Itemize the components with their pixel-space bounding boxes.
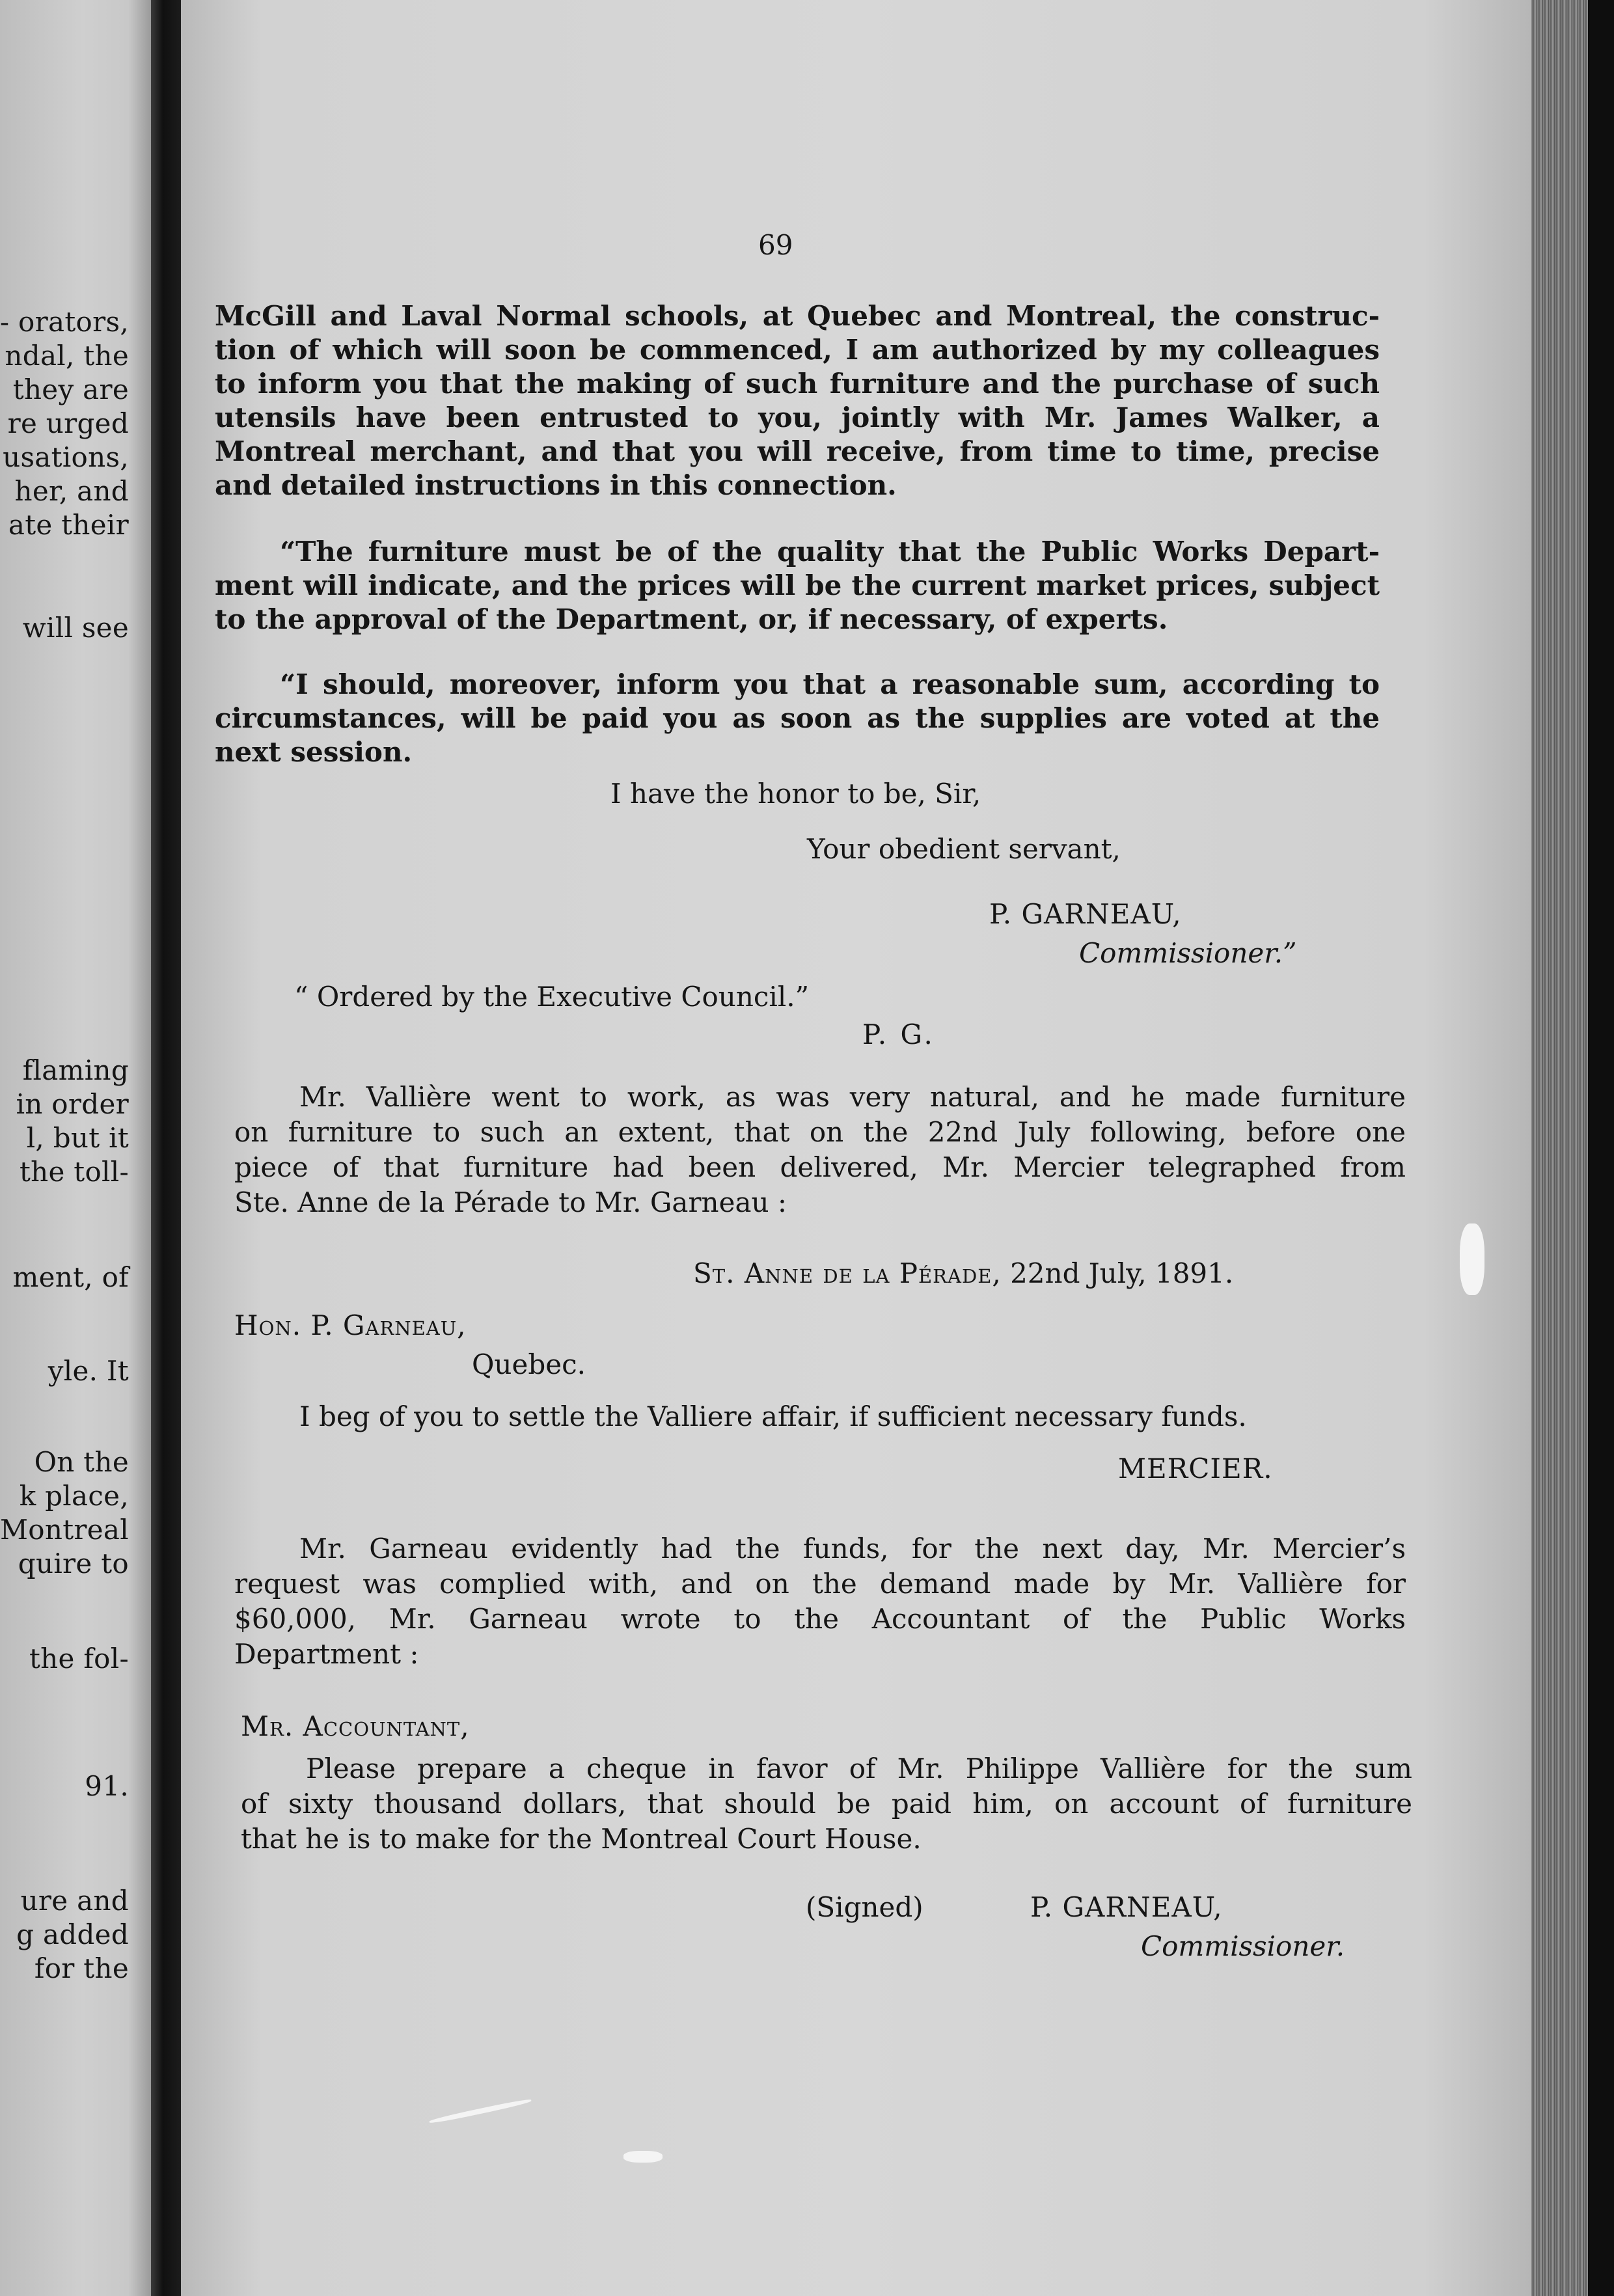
left-page-line: 91. (85, 1770, 129, 1802)
paragraph-line: McGill and Laval Normal schools, at Quebec and Montreal, the construc- (215, 300, 1380, 332)
telegram-dateline (693, 1257, 1233, 1289)
paragraph-line: piece of that furniture had been delivered, Mr. Mercier telegraphed from (234, 1151, 1406, 1183)
signature-name: P. GARNEAU, (1030, 1891, 1223, 1923)
telegram-signer: MERCIER. (1118, 1453, 1273, 1484)
paragraph-line: circumstances, will be paid you as soon as the supplies are voted at the (215, 702, 1380, 734)
left-page-line: k place, (19, 1480, 129, 1512)
left-page-line: the toll- (19, 1156, 129, 1188)
paragraph-line: Department : (234, 1638, 419, 1670)
paragraph-line: Montreal merchant, and that you will receive, from time to time, precise (215, 435, 1380, 467)
paragraph-line: to inform you that the making of such furniture and the purchase of such (215, 368, 1380, 400)
paragraph-line: Mr. Garneau evidently had the funds, for the next day, Mr. Mercier’s (299, 1533, 1406, 1565)
paragraph-line: “I should, moreover, inform you that a reasonable sum, according to (280, 668, 1380, 700)
paragraph-line: Please prepare a cheque in favor of Mr. Philippe Vallière for the sum (306, 1753, 1412, 1784)
scan-mark (429, 2098, 532, 2124)
left-page-line: ate their (8, 509, 129, 541)
book-gutter (151, 0, 181, 2296)
left-page-line: will see (22, 612, 129, 644)
left-page-line: g added (16, 1919, 129, 1950)
left-page-line: flaming (22, 1054, 129, 1086)
closing-line: Your obedient servant, (807, 833, 1121, 865)
left-page-line: yle. It (48, 1355, 129, 1387)
telegram-date: 22nd July, 1891. (1010, 1257, 1234, 1289)
paragraph-line: on furniture to such an extent, that on the 22nd July following, before one (234, 1116, 1406, 1148)
left-page-line: ndal, the (5, 340, 129, 372)
paragraph-line: that he is to make for the Montreal Court House. (241, 1823, 922, 1855)
left-page-line: ment, of (12, 1261, 129, 1293)
signature-name: P. GARNEAU, (989, 898, 1182, 930)
page-number: 69 (758, 229, 793, 261)
addressee: Hon. P. Garneau, (234, 1309, 467, 1341)
paragraph-line: Ste. Anne de la Pérade to Mr. Garneau : (234, 1186, 787, 1218)
page-edges (1531, 0, 1614, 2296)
left-page-line: re urged (7, 407, 129, 439)
left-page-line: Montreal (0, 1514, 129, 1546)
left-page-line: l, but it (26, 1122, 129, 1154)
signature-title: Commissioner. (1141, 1930, 1345, 1962)
left-page-line: quire to (18, 1548, 129, 1579)
left-page-line: ure and (20, 1885, 129, 1917)
paragraph-line: of sixty thousand dollars, that should be paid him, on account of furniture (241, 1788, 1412, 1820)
scan-mark (1460, 1223, 1484, 1295)
salutation: Mr. Accountant, (241, 1710, 470, 1742)
left-page-line: they are (12, 374, 129, 405)
paragraph-line: ment will indicate, and the prices will be the current market prices, subject (215, 569, 1380, 601)
paragraph-line: tion of which will soon be commenced, I am authorized by my colleagues (215, 334, 1380, 366)
paragraph-line: utensils have been entrusted to you, jointly with Mr. James Walker, a (215, 402, 1380, 433)
right-page (181, 0, 1531, 2296)
ordered-line: “ Ordered by the Executive Council.” (294, 981, 810, 1013)
left-page-line: - orators, (0, 306, 129, 338)
paragraph-line: “The furniture must be of the quality that the Public Works Depart- (280, 536, 1380, 567)
left-page-line: her, and (14, 475, 129, 507)
paragraph-line: to the approval of the Department, or, if necessary, of experts. (215, 603, 1168, 635)
left-page-line: in order (16, 1088, 129, 1120)
paragraph-line: request was complied with, and on the demand made by Mr. Vallière for (234, 1568, 1406, 1600)
paragraph-line: and detailed instructions in this connection. (215, 469, 897, 501)
signature-title: Commissioner.” (1079, 937, 1297, 969)
paragraph-line: next session. (215, 736, 413, 768)
paragraph-line: $60,000, Mr. Garneau wrote to the Accountant of the Public Works (234, 1603, 1406, 1635)
signed-label: (Signed) (806, 1891, 923, 1923)
left-facing-page (0, 0, 151, 2296)
closing-line: I have the honor to be, Sir, (610, 778, 981, 810)
scan-mark (623, 2151, 663, 2163)
telegram-place: St. Anne de la Pérade, (693, 1257, 1002, 1289)
left-page-line: for the (34, 1952, 129, 1984)
left-page-line: the fol- (29, 1643, 129, 1674)
left-page-line: On the (34, 1446, 129, 1478)
paragraph-line: Mr. Vallière went to work, as was very natural, and he made furniture (299, 1081, 1406, 1113)
ordered-initials: P. G. (862, 1018, 935, 1050)
telegram-body: I beg of you to settle the Valliere affair, if sufficient necessary funds. (299, 1401, 1247, 1432)
left-page-line: usations, (3, 441, 129, 473)
addressee-city: Quebec. (472, 1348, 586, 1380)
